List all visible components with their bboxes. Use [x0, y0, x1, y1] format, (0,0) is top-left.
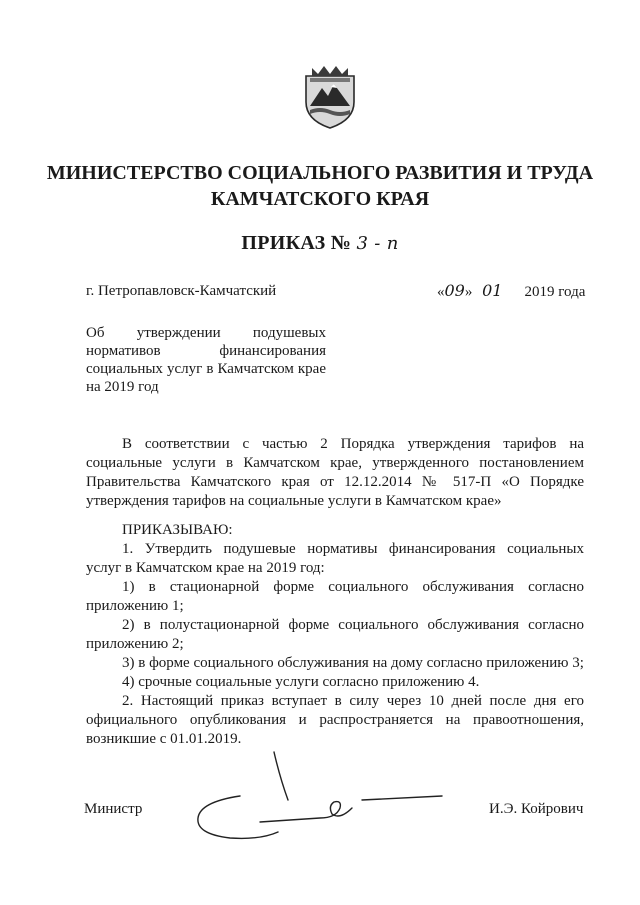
date-open-quote: « [437, 284, 445, 300]
order-title-prefix: ПРИКАЗ № [241, 232, 352, 254]
order-number-handwritten: 3 - п [356, 233, 399, 254]
orders-heading: ПРИКАЗЫВАЮ: [122, 522, 233, 538]
order-subject: Об утверждении подушевых нормативов финансирования социальных услуг в Камчатском крае на 2019 год [86, 325, 326, 395]
date-month: 01 [482, 281, 503, 300]
ministry-title-line1: МИНИСТЕРСТВО СОЦИАЛЬНОГО РАЗВИТИЯ И ТРУДА [46, 162, 594, 184]
order-item-2: 2. Настоящий приказ вступает в силу через 10 дней после дня его официального опубликования и распространяется на правоотношения, возникшие с 01.01.2019. [86, 693, 584, 747]
coat-of-arms-icon [302, 62, 358, 130]
signature-icon [190, 748, 450, 858]
order-subitem-3: 3) в форме социального обслуживания на дому согласно приложению 3; [122, 655, 584, 671]
order-subitem-1: 1) в стационарной форме социального обслуживания согласно приложению 1; [86, 579, 584, 614]
intro-paragraph [86, 435, 584, 511]
order-title [40, 232, 600, 255]
order-date [437, 281, 585, 301]
date-close-quote: » [464, 284, 473, 300]
signer-position: Министр [84, 801, 143, 817]
signer-name: И.Э. Койрович [489, 801, 584, 817]
date-year: 2019 года [524, 284, 586, 300]
ministry-title-line2: КАМЧАТСКОГО КРАЯ [210, 188, 430, 210]
order-subitem-4: 4) срочные социальные услуги согласно приложению 4. [122, 674, 480, 690]
ministry-title [40, 160, 600, 212]
order-subitem-2: 2) в полустационарной форме социального обслуживания согласно приложению 2; [86, 617, 584, 652]
date-day: 09 [444, 281, 465, 300]
order-item-1: 1. Утвердить подушевые нормативы финансирования социальных услуг в Камчатском крае на 2019 год: [86, 541, 584, 576]
city-name: г. Петропавловск-Камчатский [86, 283, 277, 299]
intro-paragraph-text: В соответствии с частью 2 Порядка утверждения тарифов на социальные услуги в Камчатском крае, утвержденного постановлением Правительства Камчатского края от 12.12.2014 № 517-П «О Порядке утверждения тарифов на социальные услуги в Камчатском крае» [86, 436, 584, 509]
order-items [86, 521, 584, 749]
